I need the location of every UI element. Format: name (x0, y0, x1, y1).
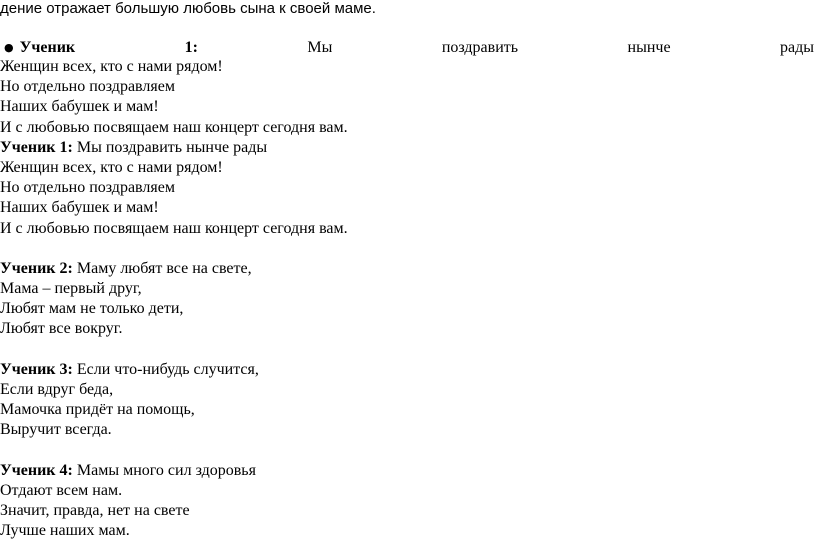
bullet-speaker (4, 38, 75, 59)
verse-line (0, 461, 348, 481)
speaker-word: Ученик (19, 39, 76, 56)
blank-line (0, 441, 348, 461)
speaker-number: 1: (184, 39, 198, 56)
verse-line (0, 360, 348, 380)
verse-line: Отдают всем нам. (0, 481, 123, 499)
verse-line: Любят все вокруг. (0, 320, 123, 338)
verse-line: Женщин всех, кто с нами рядом! (0, 58, 223, 75)
verse-line (0, 259, 348, 279)
speaker-label: Ученик 2: (0, 259, 73, 277)
verse-first-text: Мамы много сил здоровья (72, 461, 256, 479)
verse-line: Если вдруг беда, (0, 381, 114, 398)
verse-line: Значит, правда, нет на свете (0, 502, 190, 520)
verse-line: Наших бабушек и мам! (0, 199, 159, 217)
verse-first-text: Маму любят все на свете, (72, 259, 252, 277)
verse-first-text: Мы поздравить нынче рады (72, 138, 268, 156)
verse-line: Мамочка придёт на помощь, (0, 401, 195, 419)
verse-word: рады (780, 39, 814, 56)
verse-word: Мы (307, 39, 333, 56)
blank-line (0, 239, 348, 259)
verse-line: И с любовью посвящаем наш концерт сегодня вам. (0, 118, 348, 136)
verse-line: Но отдельно поздравляем (0, 78, 175, 96)
verse-line: Любят мам не только дети, (0, 300, 184, 318)
speaker-label: Ученик 3: (0, 360, 73, 378)
verse-line: Наших бабушек и мам! (0, 98, 159, 116)
verse-line: Но отдельно поздравляем (0, 179, 175, 197)
intro-line: дение отражает большую любовь сына к своей маме. (0, 0, 376, 17)
verse-first-text: Если что-нибудь случится, (72, 360, 259, 378)
verse-line: Лучше наших мам. (0, 522, 130, 540)
verse-word: нынче (627, 39, 671, 56)
blank-line (0, 340, 348, 360)
verse-word: поздравить (441, 39, 519, 56)
speaker-label: Ученик 4: (0, 461, 73, 479)
bullet-icon: ● (4, 41, 14, 54)
speaker-label: Ученик 1: (0, 138, 73, 156)
verse-line: Выручит всегда. (0, 421, 112, 439)
bullet-verse-line (4, 38, 814, 59)
verse-line: И с любовью посвящаем наш концерт сегодня вам. (0, 219, 348, 237)
verse-line: Мама – первый друг, (0, 280, 142, 298)
verses-body (0, 57, 348, 542)
verse-line (0, 138, 348, 158)
verse-line: Женщин всех, кто с нами рядом! (0, 158, 223, 176)
